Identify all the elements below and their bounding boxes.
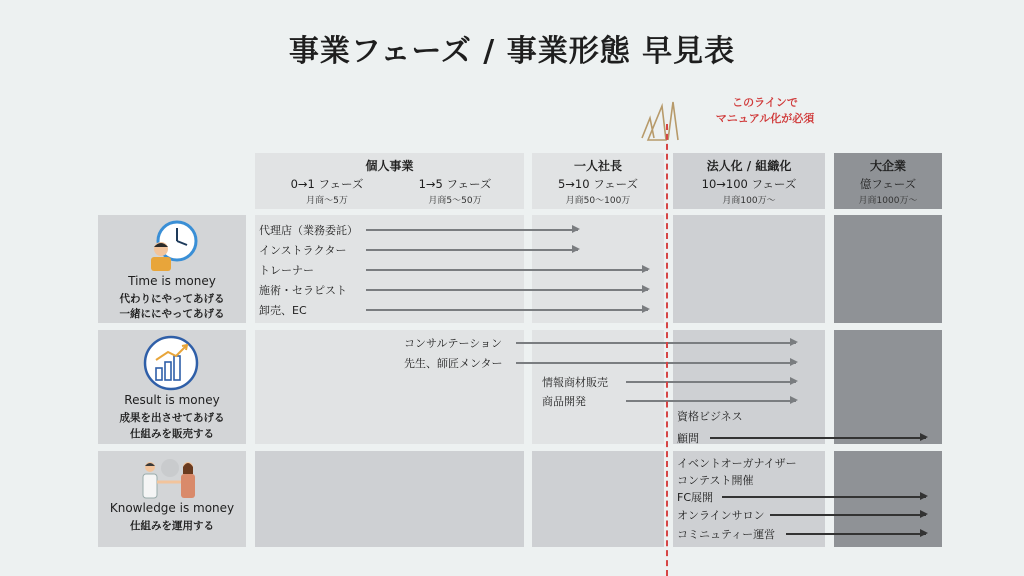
header-revenue-1-5: 月商5〜50万 bbox=[428, 196, 482, 206]
row2-arrow bbox=[516, 342, 796, 344]
header-solo-revenue: 月商50〜100万 bbox=[565, 196, 631, 206]
row2-arrow bbox=[710, 437, 926, 439]
row1-label-en: Time is money bbox=[128, 274, 216, 288]
header-phase-0-1: 0→1 フェーズ bbox=[290, 177, 364, 191]
row2-item: 先生、師匠メンター bbox=[404, 357, 503, 370]
row1-arrow bbox=[366, 269, 648, 271]
row1-arrow bbox=[366, 309, 648, 311]
row3-arrow bbox=[722, 496, 926, 498]
annotation-line2: マニュアル化が必須 bbox=[715, 112, 815, 125]
row1-corporate-cell bbox=[673, 215, 825, 323]
row1-arrow bbox=[366, 229, 578, 231]
fan-lines-icon bbox=[640, 100, 696, 144]
row2-item: 情報商材販売 bbox=[542, 376, 608, 389]
row3-item: イベントオーガナイザー bbox=[677, 457, 797, 470]
row2-arrow bbox=[516, 362, 796, 364]
row2-item: 商品開発 bbox=[542, 395, 586, 408]
header-corporate-title: 法人化 / 組織化 bbox=[706, 159, 792, 173]
row1-item: 卸売、EC bbox=[259, 304, 307, 317]
row2-enterprise-cell bbox=[834, 330, 942, 444]
row1-item: トレーナー bbox=[259, 264, 314, 277]
row1-arrow bbox=[366, 289, 648, 291]
row1-arrow bbox=[366, 249, 578, 251]
row2-item: 資格ビジネス bbox=[677, 410, 743, 423]
row3-arrow bbox=[786, 533, 926, 535]
row1-label-ja-1: 代わりにやってあげる bbox=[119, 293, 225, 305]
row2-label-ja-1: 成果を出させてあげる bbox=[119, 412, 225, 424]
row3-individual-cell bbox=[255, 451, 524, 547]
annotation-line1: このラインで bbox=[732, 96, 798, 109]
row2-arrow bbox=[626, 400, 796, 402]
row1-item: 代理店（業務委託） bbox=[259, 224, 358, 237]
header-phase-1-5: 1→5 フェーズ bbox=[418, 177, 492, 191]
row3-item: オンラインサロン bbox=[677, 509, 765, 522]
row3-item: FC展開 bbox=[677, 491, 714, 504]
row2-corporate-cell bbox=[673, 330, 825, 444]
row1-item: インストラクター bbox=[259, 244, 347, 257]
row2-item: 顧問 bbox=[677, 432, 699, 445]
header-corporate-revenue: 月商100万〜 bbox=[722, 196, 776, 206]
header-corporate-phase: 10→100 フェーズ bbox=[701, 177, 797, 191]
row1-item: 施術・セラピスト bbox=[259, 284, 347, 297]
manualization-line bbox=[666, 124, 668, 576]
header-enterprise-title: 大企業 bbox=[869, 159, 906, 173]
header-solo-phase: 5→10 フェーズ bbox=[557, 177, 639, 191]
handshake-icon bbox=[138, 458, 202, 500]
header-enterprise-phase: 億フェーズ bbox=[859, 177, 917, 191]
row3-item: コンテスト開催 bbox=[677, 474, 754, 487]
row2-label-en: Result is money bbox=[124, 393, 220, 407]
row3-item: コミニュティー運営 bbox=[677, 528, 776, 541]
row2-item: コンサルテーション bbox=[404, 337, 503, 350]
header-revenue-0-1: 月商〜5万 bbox=[306, 196, 348, 206]
row3-label-en: Knowledge is money bbox=[109, 501, 235, 515]
row3-label-ja-1: 仕組みを運用する bbox=[130, 520, 214, 532]
row1-label-ja-2: 一緒ににやってあげる bbox=[119, 308, 225, 320]
page-title: 事業フェーズ / 事業形態 早見表 bbox=[288, 34, 736, 69]
header-enterprise-revenue: 月商1000万〜 bbox=[858, 196, 918, 206]
row3-solo-cell bbox=[532, 451, 664, 547]
header-individual-title: 個人事業 bbox=[365, 159, 414, 173]
clock-person-icon bbox=[143, 219, 201, 271]
row2-arrow bbox=[626, 381, 796, 383]
row1-enterprise-cell bbox=[834, 215, 942, 323]
row2-label-ja-2: 仕組みを販売する bbox=[130, 428, 214, 440]
header-solo-title: 一人社長 bbox=[573, 159, 622, 173]
growth-chart-icon bbox=[142, 334, 200, 392]
row3-arrow bbox=[770, 514, 926, 516]
